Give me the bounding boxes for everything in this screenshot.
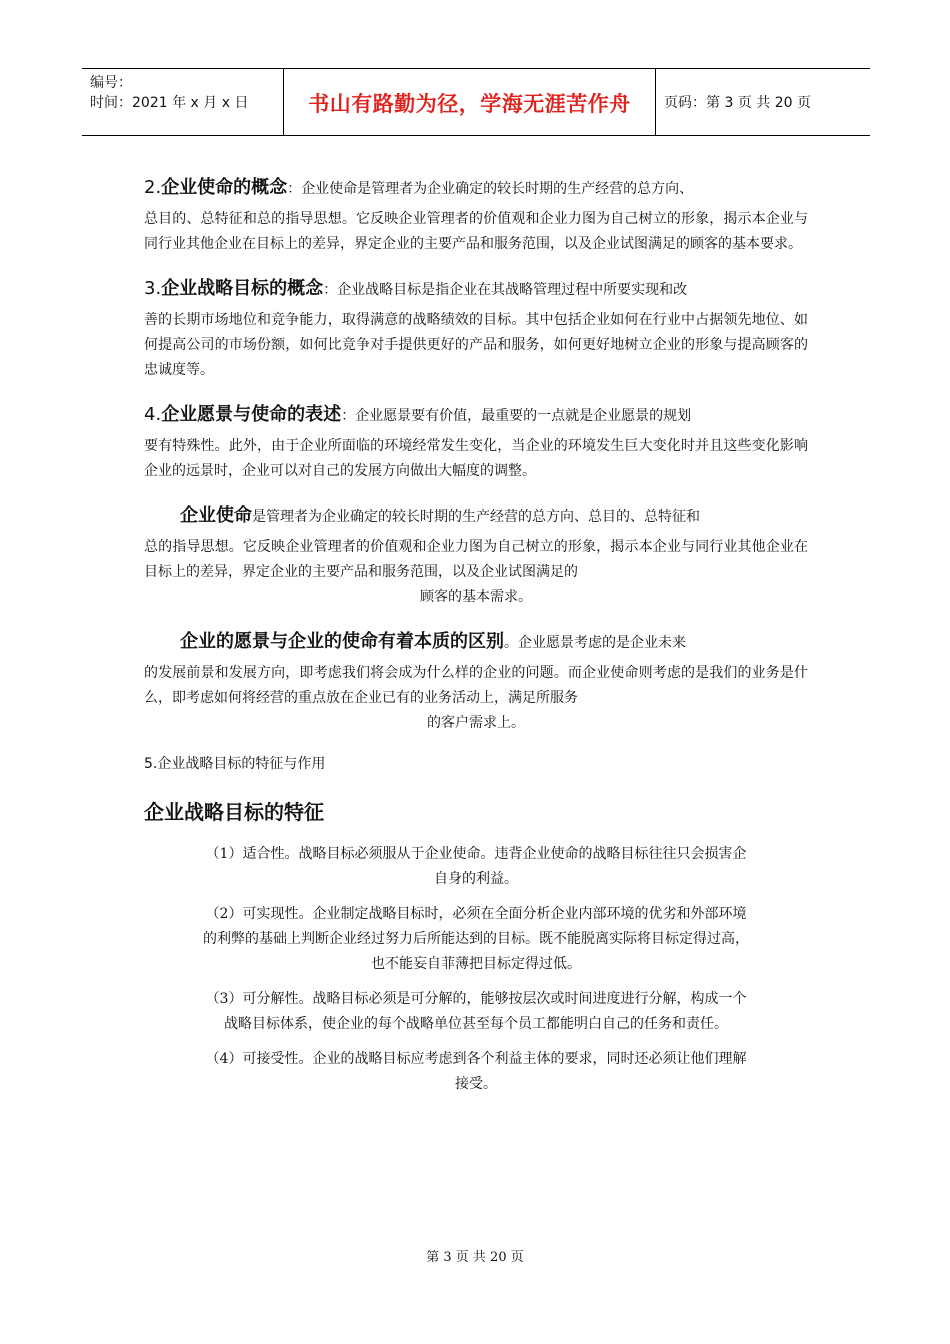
header-table xyxy=(82,68,870,136)
section-body: 总目的、总特征和总的指导思想。它反映企业管理者的价值观和企业力图为自己树立的形象，揭示本企业与同行业其他企业在目标上的差异，界定企业的主要产品和服务范围，以及企业试图满足的顾客的基本要求。 xyxy=(144,211,808,252)
date-label: 时间：2021 年 x 月 x 日 xyxy=(90,95,249,111)
section-heading: 2.企业使命的概念 xyxy=(144,177,288,198)
page-info-text: 页码：第 3 页 共 20 页 xyxy=(664,95,811,111)
header-motto xyxy=(283,69,656,135)
header-meta xyxy=(82,69,283,135)
section-body: 总的指导思想。它反映企业管理者的价值观和企业力图为自己树立的形象，揭示本企业与同行业其他企业在目标上的差异，界定企业的主要产品和服务范围，以及企业试图满足的 xyxy=(144,539,808,580)
section-body: 的发展前景和发展方向，即考虑我们将会成为什么样的企业的问题。而企业使命则考虑的是我们的业务是什么，即考虑如何将经营的重点放在企业已有的业务活动上，满足所服务 xyxy=(144,665,808,706)
section-body-last: 的客户需求上。 xyxy=(427,715,525,731)
section-heading: 4.企业愿景与使命的表述 xyxy=(144,404,342,425)
section-heading: 企业的愿景与企业的使命有着本质的区别 xyxy=(180,631,504,652)
section-body: 要有特殊性。此外，由于企业所面临的环境经常发生变化，当企业的环境发生巨大变化时并且这些变化影响企业的远景时，企业可以对自己的发展方向做出大幅度的调整。 xyxy=(144,438,808,479)
section-goal-concept: 3.企业战略目标的概念：企业战略目标是指企业在其战略管理过程中所要实现和改 善的长期市场地位和竞争能力，取得满意的战略绩效的目标。其中包括企业如何在行业中占据领先地位、如何提高公司的市场份额，如何比竞争对手提供更好的产品和服务，如何更好地树立企业的形象与提高顾客的忠诚度等。 xyxy=(144,278,808,378)
section-heading: 3.企业战略目标的概念 xyxy=(144,278,324,299)
section-5-title: 5.企业战略目标的特征与作用 xyxy=(144,756,326,772)
document-body xyxy=(144,170,808,1107)
section-heading: 企业使命 xyxy=(180,505,252,526)
features-title: 企业战略目标的特征 xyxy=(144,800,324,824)
section-vision-statement: 4.企业愿景与使命的表述：企业愿景要有价值，最重要的一点就是企业愿景的规划 要有特殊性。此外，由于企业所面临的环境经常发生变化，当企业的环境发生巨大变化时并且这些变化影响企业的远景时，企业可以对自己的发展方向做出大幅度的调整。 xyxy=(144,404,808,479)
section-body: 善的长期市场地位和竞争能力，取得满意的战略绩效的目标。其中包括企业如何在行业中占据领先地位、如何提高公司的市场份额，如何比竞争对手提供更好的产品和服务，如何更好地树立企业的形象与提高顾客的忠诚度等。 xyxy=(144,312,808,378)
feature-item: （1）适合性。战略目标必须服从于企业使命。违背企业使命的战略目标往往只会损害企 自身的利益。 xyxy=(205,846,747,887)
feature-item: （2）可实现性。企业制定战略目标时，必须在全面分析企业内部环境的优劣和外部环境 的利弊的基础上判断企业经过努力后所能达到的目标。既不能脱离实际将目标定得过高， 也不能妄自菲薄把目标定得过低。 xyxy=(203,906,749,972)
section-body-last: 顾客的基本需求。 xyxy=(420,589,532,605)
header-page-info xyxy=(656,69,870,135)
number-label: 编号： xyxy=(90,75,132,91)
feature-item: （3）可分解性。战略目标必须是可分解的，能够按层次或时间进度进行分解，构成一个 战略目标体系，使企业的每个战略单位甚至每个员工都能明白自己的任务和责任。 xyxy=(205,991,747,1032)
motto-text: 书山有路勤为径，学海无涯苦作舟 xyxy=(308,92,631,116)
feature-item: （4）可接受性。企业的战略目标应考虑到各个利益主体的要求，同时还必须让他们理解 接受。 xyxy=(205,1051,747,1092)
page-footer: 第 3 页 共 20 页 xyxy=(426,1250,524,1265)
section-mission: 企业使命是管理者为企业确定的较长时期的生产经营的总方向、总目的、总特征和 总的指导思想。它反映企业管理者的价值观和企业力图为自己树立的形象，揭示本企业与同行业其他企业在目标上的差异，界定企业的主要产品和服务范围，以及企业试图满足的 顾客的基本需求。 xyxy=(144,498,808,610)
section-mission-concept: 2.企业使命的概念：企业使命是管理者为企业确定的较长时期的生产经营的总方向、 总目的、总特征和总的指导思想。它反映企业管理者的价值观和企业力图为自己树立的形象，揭示本企业与同行业其他企业在目标上的差异，界定企业的主要产品和服务范围，以及企业试图满足的顾客的基本要求。 xyxy=(144,177,808,252)
section-difference: 企业的愿景与企业的使命有着本质的区别。企业愿景考虑的是企业未来 的发展前景和发展方向，即考虑我们将会成为什么样的企业的问题。而企业使命则考虑的是我们的业务是什么，即考虑如何将经营的重点放在企业已有的业务活动上，满足所服务 的客户需求上。 xyxy=(144,624,808,736)
